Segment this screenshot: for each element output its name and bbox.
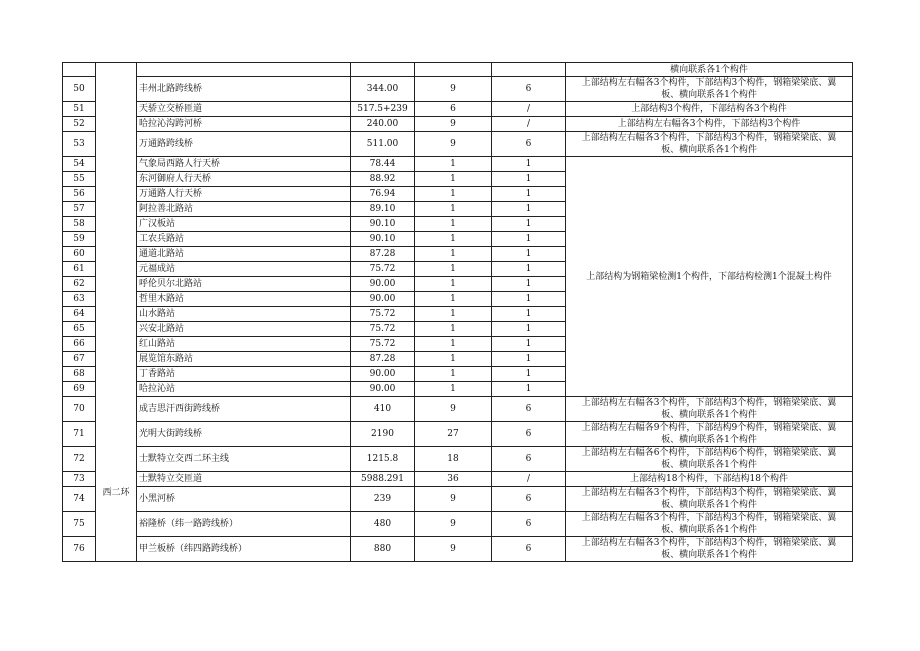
bridge-name-cell: 山水路站: [137, 307, 351, 322]
remark-line: 上部结构18个构件，下部结构18个构件: [630, 474, 788, 484]
remark-cell: [566, 132, 853, 157]
bridge-name-cell: 士默特立交西二环主线: [137, 447, 351, 472]
bridge-name-cell: 哈拉沁沟跨河桥: [137, 117, 351, 132]
count-b-cell: 1: [492, 232, 566, 247]
row-number-cell: 76: [63, 537, 96, 562]
remark-line: 上部结构左右幅各3个构件，下部结构3个构件，钢箱梁梁底、翼: [581, 513, 837, 523]
remark-cell: [566, 63, 853, 77]
ring-label: 西二环: [102, 488, 130, 498]
group-remark-cell: 上部结构为钢箱梁检测1个构件，下部结构检测1个混凝土构件: [566, 157, 853, 397]
table-row: [63, 512, 853, 537]
count-b-cell: 1: [492, 187, 566, 202]
length-cell: 410: [351, 397, 415, 422]
bridge-name-cell: 工农兵路站: [137, 232, 351, 247]
row-number-cell: 75: [63, 512, 96, 537]
bridge-name-cell: 裕隆桥（纬一路跨线桥）: [137, 512, 351, 537]
count-a-cell: 18: [415, 447, 492, 472]
table-row: [63, 447, 853, 472]
length-cell: 90.00: [351, 367, 415, 382]
bridge-name-cell: 兴安北路站: [137, 322, 351, 337]
count-a-cell: 1: [415, 382, 492, 397]
bridge-name-cell: 哲里木路站: [137, 292, 351, 307]
remark-line: 上部结构左右幅各3个构件，下部结构3个构件，钢箱梁梁底、翼: [581, 78, 837, 88]
count-b-cell: /: [492, 102, 566, 117]
count-a-cell: 1: [415, 187, 492, 202]
bridge-name-cell: 丁香路站: [137, 367, 351, 382]
row-number-cell: 68: [63, 367, 96, 382]
ring-group-cell: [96, 63, 137, 562]
count-b-cell: 6: [492, 537, 566, 562]
remark-line: 上部结构左右幅各3个构件，下部结构3个构件，钢箱梁梁底、翼: [581, 398, 837, 408]
count-a-cell: 1: [415, 247, 492, 262]
remark-cell: [566, 77, 853, 102]
count-a-cell: 9: [415, 487, 492, 512]
table-row: [63, 132, 853, 157]
bridge-name-cell: 成吉思汗西街跨线桥: [137, 397, 351, 422]
remark-cell: [566, 512, 853, 537]
count-b-cell: 1: [492, 157, 566, 172]
bridge-name-cell: 小黑河桥: [137, 487, 351, 512]
count-a-cell: 9: [415, 397, 492, 422]
row-number-cell: 58: [63, 217, 96, 232]
count-a-cell: 9: [415, 77, 492, 102]
count-a-cell: 6: [415, 102, 492, 117]
table-body: [63, 63, 853, 562]
row-number-cell: 71: [63, 422, 96, 447]
remark-line: 板、横向联系各1个构件: [661, 525, 757, 535]
remark-line: 横向联系各1个构件: [670, 64, 748, 75]
length-cell: 880: [351, 537, 415, 562]
length-cell: 240.00: [351, 117, 415, 132]
count-b-cell: 6: [492, 487, 566, 512]
remark-line: 板、横向联系各1个构件: [661, 460, 757, 470]
bridge-name-cell: 广汉板站: [137, 217, 351, 232]
length-cell: 75.72: [351, 262, 415, 277]
count-a-cell: 9: [415, 537, 492, 562]
empty-cell: [63, 63, 96, 77]
count-a-cell: 1: [415, 322, 492, 337]
remark-cell: [566, 487, 853, 512]
length-cell: 90.00: [351, 292, 415, 307]
remark-line: 板、横向联系各1个构件: [661, 410, 757, 420]
length-cell: 89.10: [351, 202, 415, 217]
row-number-cell: 74: [63, 487, 96, 512]
remark-cell: [566, 117, 853, 132]
table-row: [63, 472, 853, 487]
length-cell: 239: [351, 487, 415, 512]
bridge-name-cell: 元福成站: [137, 262, 351, 277]
bridge-name-cell: 东河御府人行天桥: [137, 172, 351, 187]
count-a-cell: 9: [415, 117, 492, 132]
count-a-cell: 1: [415, 292, 492, 307]
count-b-cell: 1: [492, 202, 566, 217]
bridge-inspection-table: [62, 62, 853, 562]
row-number-cell: 51: [63, 102, 96, 117]
count-b-cell: 1: [492, 292, 566, 307]
bridge-name-cell: 哈拉沁站: [137, 382, 351, 397]
table-row: [63, 487, 853, 512]
count-b-cell: 1: [492, 247, 566, 262]
count-b-cell: 1: [492, 277, 566, 292]
count-b-cell: 1: [492, 382, 566, 397]
count-b-cell: /: [492, 472, 566, 487]
count-a-cell: 1: [415, 367, 492, 382]
empty-cell: [415, 63, 492, 77]
count-a-cell: 1: [415, 337, 492, 352]
bridge-name-cell: 甲兰板桥（纬四路跨线桥）: [137, 537, 351, 562]
length-cell: 1215.8: [351, 447, 415, 472]
remark-cell: [566, 102, 853, 117]
remark-line: 板、横向联系各1个构件: [661, 145, 757, 155]
length-cell: 75.72: [351, 337, 415, 352]
count-a-cell: 1: [415, 352, 492, 367]
count-b-cell: 1: [492, 337, 566, 352]
bridge-name-cell: 天骄立交桥匝道: [137, 102, 351, 117]
table-row: [63, 63, 853, 77]
count-b-cell: 1: [492, 367, 566, 382]
row-number-cell: 65: [63, 322, 96, 337]
row-number-cell: 66: [63, 337, 96, 352]
length-cell: 76.94: [351, 187, 415, 202]
count-b-cell: 1: [492, 217, 566, 232]
remark-cell: [566, 447, 853, 472]
length-cell: 480: [351, 512, 415, 537]
length-cell: 517.5+239: [351, 102, 415, 117]
count-a-cell: 1: [415, 262, 492, 277]
table-row: [63, 422, 853, 447]
length-cell: 78.44: [351, 157, 415, 172]
length-cell: 88.92: [351, 172, 415, 187]
count-b-cell: 6: [492, 512, 566, 537]
remark-line: 板、横向联系各1个构件: [661, 550, 757, 560]
remark-cell: [566, 537, 853, 562]
row-number-cell: 67: [63, 352, 96, 367]
length-cell: 90.00: [351, 382, 415, 397]
count-b-cell: 6: [492, 132, 566, 157]
count-a-cell: 9: [415, 132, 492, 157]
remark-line: 板、横向联系各1个构件: [661, 435, 757, 445]
row-number-cell: 73: [63, 472, 96, 487]
row-number-cell: 64: [63, 307, 96, 322]
remark-cell: [566, 422, 853, 447]
length-cell: 75.72: [351, 307, 415, 322]
length-cell: 90.00: [351, 277, 415, 292]
remark-line: 上部结构左右幅各9个构件，下部结构9个构件，钢箱梁梁底、翼: [581, 423, 837, 433]
table-row: [63, 157, 853, 172]
remark-line: 上部结构左右幅各3个构件，下部结构3个构件，钢箱梁梁底、翼: [581, 488, 837, 498]
count-a-cell: 1: [415, 157, 492, 172]
remark-cell: [566, 472, 853, 487]
bridge-name-cell: 阿拉善北路站: [137, 202, 351, 217]
count-a-cell: 27: [415, 422, 492, 447]
row-number-cell: 72: [63, 447, 96, 472]
row-number-cell: 56: [63, 187, 96, 202]
bridge-name-cell: 士默特立交匝道: [137, 472, 351, 487]
count-a-cell: 1: [415, 172, 492, 187]
count-b-cell: 6: [492, 77, 566, 102]
bridge-name-cell: 万通路人行天桥: [137, 187, 351, 202]
row-number-cell: 61: [63, 262, 96, 277]
row-number-cell: 60: [63, 247, 96, 262]
count-a-cell: 36: [415, 472, 492, 487]
count-a-cell: 1: [415, 277, 492, 292]
length-cell: 90.10: [351, 232, 415, 247]
count-b-cell: 1: [492, 322, 566, 337]
bridge-name-cell: 红山路站: [137, 337, 351, 352]
count-a-cell: 1: [415, 217, 492, 232]
row-number-cell: 54: [63, 157, 96, 172]
length-cell: 87.28: [351, 352, 415, 367]
count-a-cell: 9: [415, 512, 492, 537]
row-number-cell: 57: [63, 202, 96, 217]
count-b-cell: 6: [492, 447, 566, 472]
count-b-cell: 1: [492, 307, 566, 322]
table-row: [63, 77, 853, 102]
count-b-cell: 6: [492, 422, 566, 447]
count-a-cell: 1: [415, 307, 492, 322]
length-cell: 87.28: [351, 247, 415, 262]
bridge-name-cell: 气象局西路人行天桥: [137, 157, 351, 172]
bridge-name-cell: 通道北路站: [137, 247, 351, 262]
table-row: [63, 397, 853, 422]
table-row: [63, 537, 853, 562]
row-number-cell: 52: [63, 117, 96, 132]
length-cell: 5988.291: [351, 472, 415, 487]
bridge-name-cell: 万通路跨线桥: [137, 132, 351, 157]
row-number-cell: 55: [63, 172, 96, 187]
remark-line: 板、横向联系各1个构件: [661, 90, 757, 100]
row-number-cell: 53: [63, 132, 96, 157]
table-row: [63, 117, 853, 132]
remark-cell: [566, 397, 853, 422]
count-b-cell: /: [492, 117, 566, 132]
count-b-cell: 1: [492, 352, 566, 367]
remark-line: 上部结构左右幅各6个构件，下部结构6个构件，钢箱梁梁底、翼: [581, 448, 837, 458]
remark-line: 板、横向联系各1个构件: [661, 500, 757, 510]
count-b-cell: 6: [492, 397, 566, 422]
empty-cell: [351, 63, 415, 77]
row-number-cell: 59: [63, 232, 96, 247]
count-a-cell: 1: [415, 232, 492, 247]
empty-cell: [137, 63, 351, 77]
bridge-name-cell: 丰州北路跨线桥: [137, 77, 351, 102]
remark-line: 上部结构左右幅各3个构件，下部结构3个构件，钢箱梁梁底、翼: [581, 538, 837, 548]
length-cell: 344.00: [351, 77, 415, 102]
length-cell: 2190: [351, 422, 415, 447]
remark-line: 上部结构左右幅各3个构件，下部结构3个构件: [617, 119, 801, 129]
bridge-name-cell: 光明大街跨线桥: [137, 422, 351, 447]
row-number-cell: 50: [63, 77, 96, 102]
count-b-cell: 1: [492, 262, 566, 277]
count-b-cell: 1: [492, 172, 566, 187]
length-cell: 511.00: [351, 132, 415, 157]
remark-line: 上部结构3个构件，下部结构各3个构件: [631, 104, 787, 114]
empty-cell: [492, 63, 566, 77]
count-a-cell: 1: [415, 202, 492, 217]
length-cell: 90.10: [351, 217, 415, 232]
table-row: [63, 102, 853, 117]
length-cell: 75.72: [351, 322, 415, 337]
row-number-cell: 63: [63, 292, 96, 307]
row-number-cell: 62: [63, 277, 96, 292]
remark-line: 上部结构左右幅各3个构件，下部结构3个构件，钢箱梁梁底、翼: [581, 133, 837, 143]
row-number-cell: 70: [63, 397, 96, 422]
bridge-name-cell: 呼伦贝尔北路站: [137, 277, 351, 292]
bridge-name-cell: 展览馆东路站: [137, 352, 351, 367]
row-number-cell: 69: [63, 382, 96, 397]
